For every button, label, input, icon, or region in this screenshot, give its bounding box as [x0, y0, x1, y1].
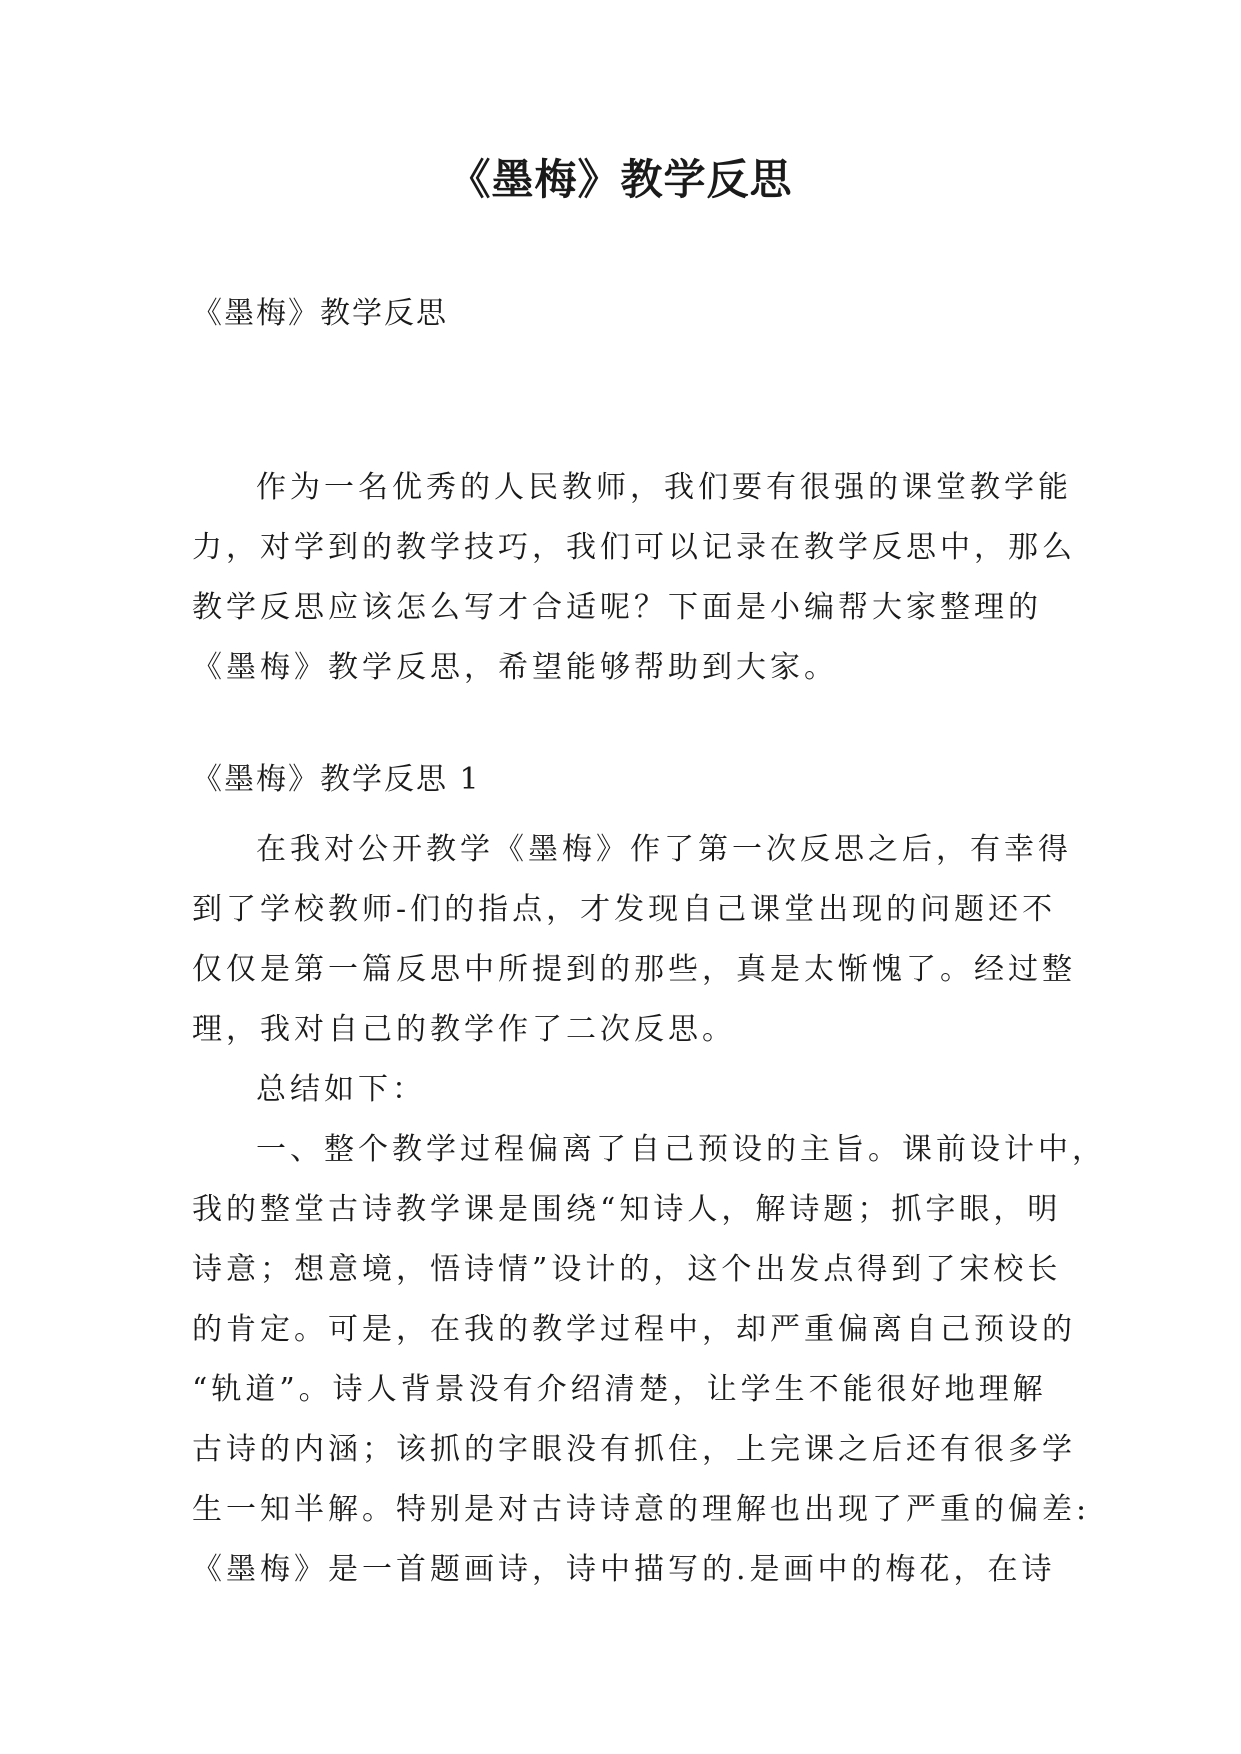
- section1-line: 在我对公开教学《墨梅》作了第一次反思之后，有幸得: [256, 832, 1072, 867]
- section1-paragraph: [192, 820, 1076, 1060]
- intro-paragraph: [192, 458, 1076, 698]
- section-heading-1: 《墨梅》教学反思 1: [192, 762, 481, 797]
- section1-line: 理，我对自己的教学作了二次反思。: [192, 1012, 736, 1047]
- summary-paragraph: [192, 1060, 1052, 1120]
- point1-line: 一、整个教学过程偏离了自己预设的主旨。课前设计中，: [256, 1132, 1106, 1167]
- point1-line: 古诗的内涵；该抓的字眼没有抓住，上完课之后还有很多学: [192, 1432, 1076, 1467]
- point1-line: 《墨梅》是一首题画诗，诗中描写的.是画中的梅花，在诗: [192, 1552, 1056, 1587]
- intro-line: 教学反思应该怎么写才合适呢？下面是小编帮大家整理的: [192, 590, 1042, 625]
- point1-line: 生一知半解。特别是对古诗诗意的理解也出现了严重的偏差:: [192, 1492, 1091, 1527]
- document-subtitle: 《墨梅》教学反思: [192, 296, 448, 331]
- intro-line: 《墨梅》教学反思，希望能够帮助到大家。: [192, 650, 838, 685]
- document-title: 《墨梅》教学反思: [448, 155, 793, 204]
- point1-line: 诗意；想意境，悟诗情”设计的，这个出发点得到了宋校长: [192, 1252, 1062, 1287]
- section1-line: 到了学校教师-们的指点，才发现自己课堂出现的问题还不: [192, 892, 1057, 927]
- point1-line: 我的整堂古诗教学课是围绕“知诗人，解诗题；抓字眼，明: [192, 1192, 1062, 1227]
- summary-line: 总结如下：: [256, 1072, 426, 1107]
- section1-line: 仅仅是第一篇反思中所提到的那些，真是太惭愧了。经过整: [192, 952, 1076, 987]
- intro-line: 作为一名优秀的人民教师，我们要有很强的课堂教学能: [256, 470, 1072, 505]
- point1-line: “轨道”。诗人背景没有介绍清楚，让学生不能很好地理解: [192, 1372, 1047, 1407]
- point1-line: 的肯定。可是，在我的教学过程中，却严重偏离自己预设的: [192, 1312, 1076, 1347]
- point1-paragraph: [192, 1120, 1106, 1600]
- intro-line: 力，对学到的教学技巧，我们可以记录在教学反思中，那么: [192, 530, 1076, 565]
